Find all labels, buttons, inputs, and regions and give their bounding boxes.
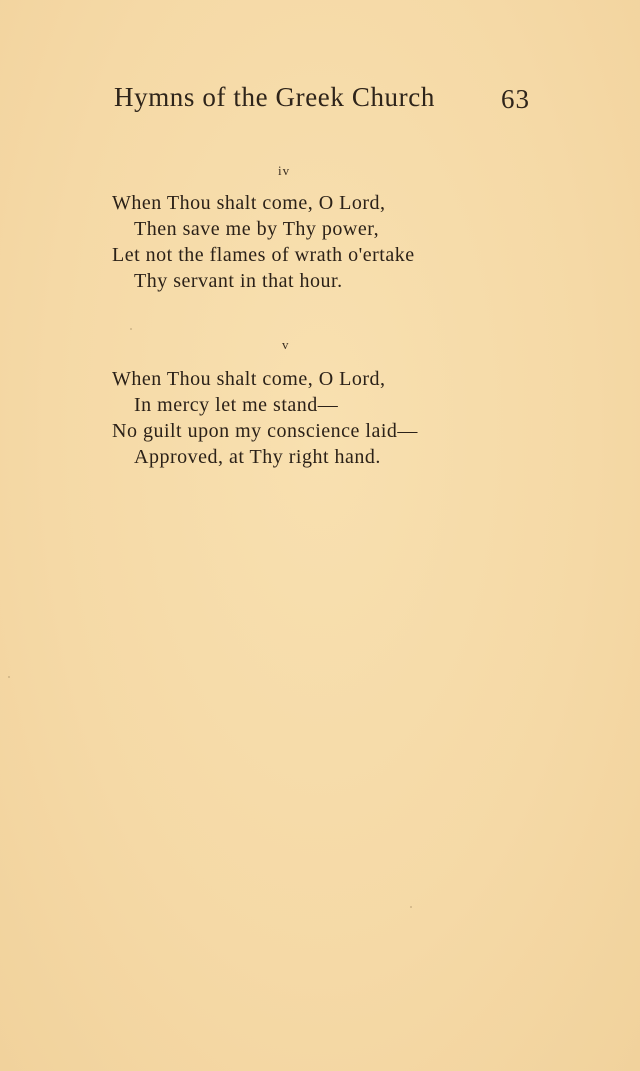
stanza-iv bbox=[112, 190, 512, 294]
page-number: 63 bbox=[501, 84, 530, 114]
stanza-line: Approved, at Thy right hand. bbox=[134, 446, 381, 468]
paper-speck bbox=[8, 676, 10, 678]
stanza-line: When Thou shalt come, O Lord, bbox=[112, 192, 386, 214]
paper-speck bbox=[130, 328, 132, 330]
stanza-v bbox=[112, 366, 512, 470]
stanza-line: No guilt upon my conscience laid— bbox=[112, 420, 418, 442]
stanza-numeral-iv: iv bbox=[278, 163, 291, 178]
running-title: Hymns of the Greek Church bbox=[114, 82, 435, 112]
stanza-numeral-v: v bbox=[282, 337, 290, 352]
running-head bbox=[114, 82, 530, 122]
stanza-line: Let not the flames of wrath o'ertake bbox=[112, 244, 415, 266]
paper-speck bbox=[410, 906, 412, 908]
stanza-line: When Thou shalt come, O Lord, bbox=[112, 368, 386, 390]
stanza-line: Thy servant in that hour. bbox=[134, 270, 343, 292]
stanza-line: In mercy let me stand— bbox=[134, 394, 339, 416]
stanza-line: Then save me by Thy power, bbox=[134, 218, 380, 240]
